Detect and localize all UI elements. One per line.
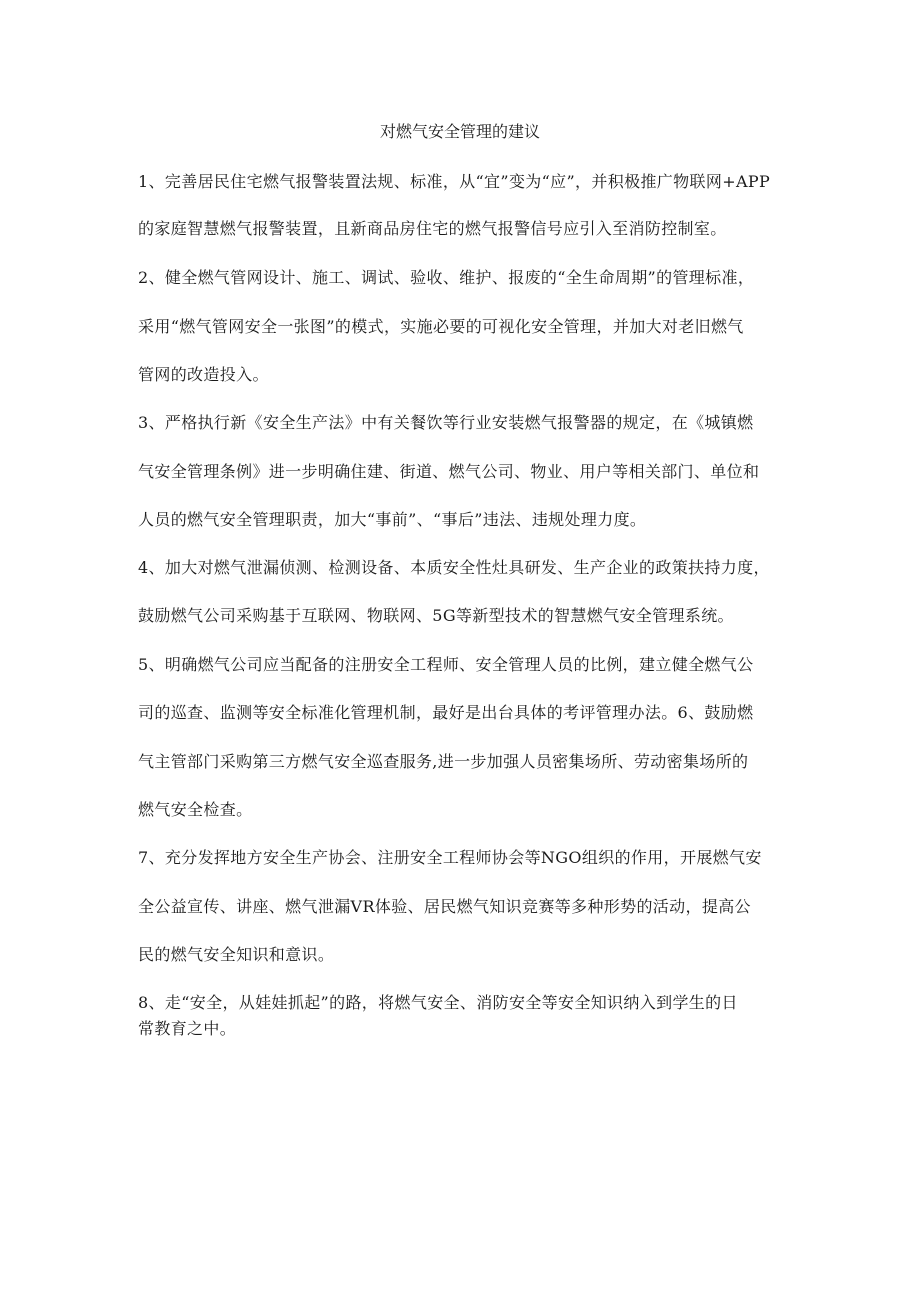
- paragraph-8-line-1: 8、走“安全，从娃娃抓起”的路，将燃气安全、消防安全等安全知识纳入到学生的日: [138, 993, 738, 1012]
- paragraph-5-line-3: 气主管部门采购第三方燃气安全巡查服务,进一步加强人员密集场所、劳动密集场所的: [138, 752, 749, 771]
- paragraph-2-line-1: 2、健全燃气管网设计、施工、调试、验收、维护、报废的“全生命周期”的管理标准，: [138, 268, 755, 287]
- paragraph-3-line-3: 人员的燃气安全管理职责，加大“事前”、“事后”违法、违规处理力度。: [138, 510, 647, 529]
- paragraph-1-line-1: 1、完善居民住宅燃气报警装置法规、标准，从“宜”变为“应”，并积极推广物联网+APP: [138, 172, 771, 191]
- paragraph-1-line-2: 的家庭智慧燃气报警装置，且新商品房住宅的燃气报警信号应引入至消防控制室。: [138, 219, 727, 238]
- paragraph-2-line-2: 采用“燃气管网安全一张图”的模式，实施必要的可视化安全管理，并加大对老旧燃气: [138, 317, 744, 336]
- paragraph-4-line-2: 鼓励燃气公司采购基于互联网、物联网、5G等新型技术的智慧燃气安全管理系统。: [138, 606, 734, 625]
- paragraph-2-line-3: 管网的改造投入。: [138, 365, 269, 384]
- document-title: 对燃气安全管理的建议: [379, 122, 540, 141]
- paragraph-8-line-2: 常教育之中。: [138, 1019, 237, 1038]
- paragraph-7-line-3: 民的燃气安全知识和意识。: [138, 945, 335, 964]
- paragraph-7-line-2: 全公益宣传、讲座、燃气泄漏VR体验、居民燃气知识竞赛等多种形势的活动，提高公: [138, 897, 751, 916]
- paragraph-3-line-2: 气安全管理条例》进一步明确住建、街道、燃气公司、物业、用户等相关部门、单位和: [138, 462, 760, 481]
- paragraph-7-line-1: 7、充分发挥地方安全生产协会、注册安全工程师协会等NGO组织的作用，开展燃气安: [138, 848, 762, 867]
- paragraph-4-line-1: 4、加大对燃气泄漏侦测、检测设备、本质安全性灶具研发、生产企业的政策扶持力度，: [138, 558, 770, 577]
- paragraph-5-line-4: 燃气安全检查。: [138, 800, 253, 819]
- paragraph-5-line-2: 司的巡查、监测等安全标准化管理机制，最好是出台具体的考评管理办法。6、鼓励燃: [138, 703, 754, 722]
- paragraph-5-line-1: 5、明确燃气公司应当配备的注册安全工程师、安全管理人员的比例，建立健全燃气公: [138, 655, 754, 674]
- paragraph-3-line-1: 3、严格执行新《安全生产法》中有关餐饮等行业安装燃气报警器的规定，在《城镇燃: [138, 413, 754, 432]
